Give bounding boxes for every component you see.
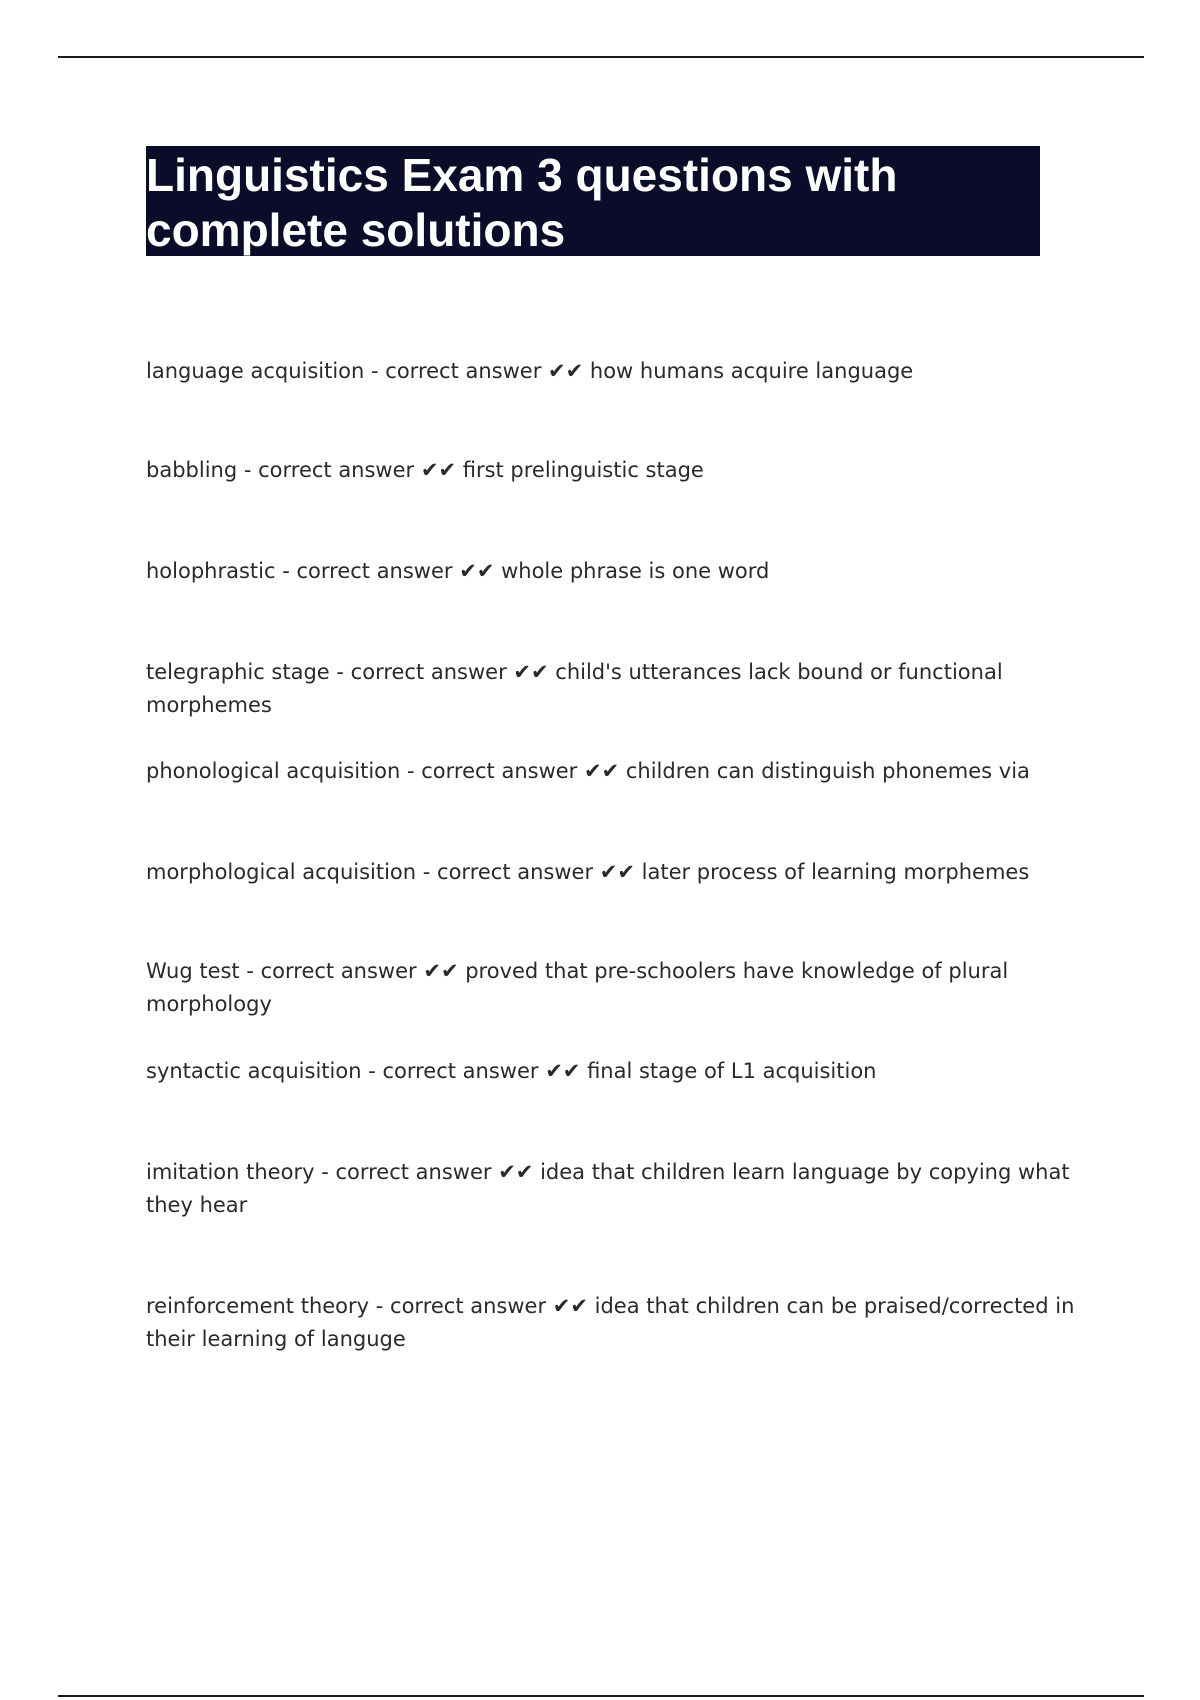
top-rule	[58, 56, 1144, 58]
check-marks: ✔✔	[506, 660, 556, 684]
answer-marker: correct answer	[258, 458, 415, 482]
term: telegraphic stage	[146, 660, 330, 684]
term: syntactic acquisition	[146, 1059, 362, 1083]
qa-item	[146, 454, 1086, 487]
answer: proved that pre-schoolers have knowledge of plural morphology	[146, 959, 1009, 1016]
answer: child's utterances lack bound or functional morphemes	[146, 660, 1003, 717]
term: holophrastic	[146, 559, 276, 583]
answer: idea that children learn language by copying what they hear	[146, 1160, 1070, 1217]
answer-marker: correct answer	[390, 1294, 547, 1318]
check-marks: ✔✔	[593, 860, 642, 884]
check-marks: ✔✔	[546, 1294, 595, 1318]
separator: -	[400, 759, 422, 783]
answer: how humans acquire language	[589, 359, 914, 383]
separator: -	[275, 559, 297, 583]
check-marks: ✔✔	[452, 559, 502, 583]
bottom-rule	[58, 1695, 1144, 1697]
qa-item	[146, 1290, 1086, 1356]
answer: idea that children can be praised/corrected in their learning of languge	[146, 1294, 1075, 1351]
separator: -	[416, 860, 438, 884]
check-marks: ✔✔	[416, 959, 466, 983]
separator: -	[361, 1059, 383, 1083]
document-title: Linguistics Exam 3 questions with complete solutions	[146, 149, 898, 256]
term: reinforcement theory	[146, 1294, 370, 1318]
qa-item	[146, 1156, 1086, 1222]
term: Wug test	[146, 959, 240, 983]
qa-item	[146, 355, 1086, 388]
title-banner	[146, 146, 1040, 256]
term: phonological acquisition	[146, 759, 401, 783]
answer-marker: correct answer	[382, 1059, 539, 1083]
term: babbling	[146, 458, 238, 482]
answer-marker: correct answer	[437, 860, 594, 884]
check-marks: ✔✔	[577, 759, 626, 783]
term: imitation theory	[146, 1160, 315, 1184]
check-marks: ✔✔	[414, 458, 463, 482]
term: morphological acquisition	[146, 860, 417, 884]
qa-item	[146, 856, 1086, 889]
separator: -	[314, 1160, 336, 1184]
separator: -	[239, 959, 261, 983]
qa-item	[146, 1055, 1086, 1088]
separator: -	[237, 458, 259, 482]
qa-item	[146, 755, 1086, 788]
answer-marker: correct answer	[385, 359, 542, 383]
qa-item	[146, 656, 1086, 722]
answer: later process of learning morphemes	[641, 860, 1030, 884]
answer: whole phrase is one word	[501, 559, 770, 583]
answer-marker: correct answer	[260, 959, 417, 983]
qa-item	[146, 955, 1106, 1021]
check-marks: ✔✔	[541, 359, 590, 383]
separator: -	[369, 1294, 391, 1318]
separator: -	[329, 660, 351, 684]
answer-marker: correct answer	[296, 559, 453, 583]
qa-item	[146, 555, 1086, 588]
separator: -	[364, 359, 386, 383]
term: language acquisition	[146, 359, 365, 383]
answer-marker: correct answer	[421, 759, 578, 783]
check-marks: ✔✔	[491, 1160, 541, 1184]
answer-marker: correct answer	[350, 660, 507, 684]
answer-marker: correct answer	[335, 1160, 492, 1184]
answer: final stage of L1 acquisition	[587, 1059, 877, 1083]
answer: first prelinguistic stage	[462, 458, 704, 482]
answer: children can distinguish phonemes via	[625, 759, 1030, 783]
check-marks: ✔✔	[538, 1059, 588, 1083]
